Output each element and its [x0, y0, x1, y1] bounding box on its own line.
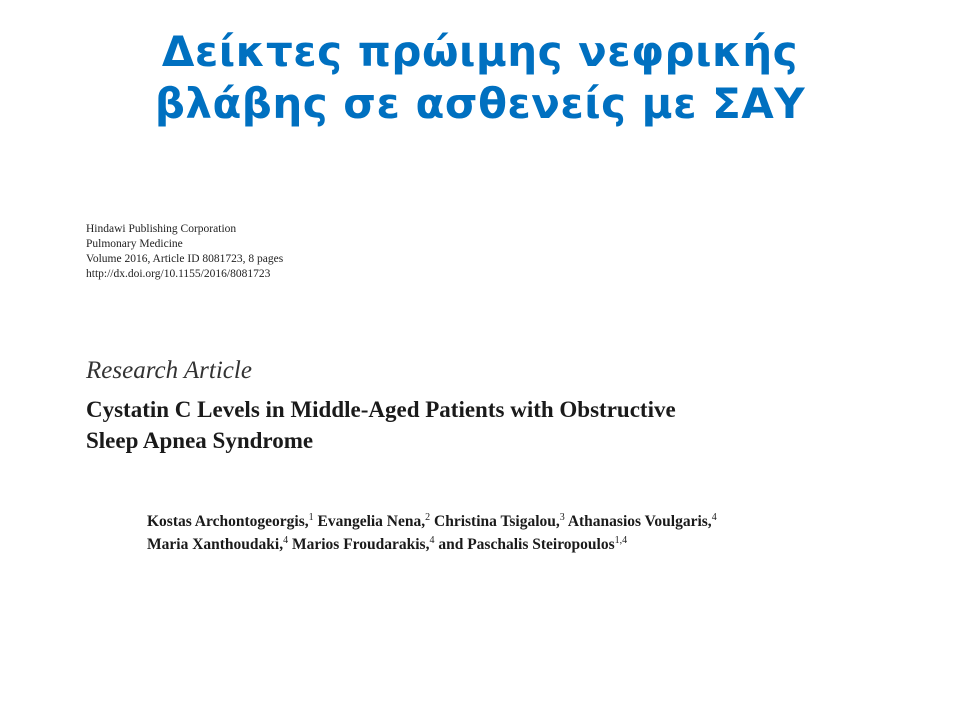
author-line-1 [147, 510, 917, 533]
author-name: Maria Xanthoudaki, [147, 536, 284, 553]
article-title-line-1: Cystatin C Levels in Middle-Aged Patients with Obstructive [86, 397, 676, 422]
author-affiliation: 1 [308, 511, 314, 523]
author-line-2 [147, 533, 917, 556]
author-affiliation: 3 [559, 511, 565, 523]
author-affiliation: 4 [429, 534, 435, 546]
author-name: Kostas Archontogeorgis, [147, 513, 309, 530]
doi-link: http://dx.doi.org/10.1155/2016/8081723 [86, 268, 271, 280]
article-title-line-2: Sleep Apnea Syndrome [86, 428, 314, 453]
publisher: Hindawi Publishing Corporation [86, 223, 237, 235]
article-title [86, 394, 886, 456]
volume-info: Volume 2016, Article ID 8081723, 8 pages [86, 253, 284, 265]
slide-title [60, 26, 900, 130]
article-type: Research Article [86, 357, 252, 384]
author-list [147, 510, 917, 556]
publication-info [86, 222, 283, 282]
author-name: Evangelia Nena, [317, 513, 426, 530]
slide-title-line-1: Δείκτες πρώιμης νεφρικής [161, 27, 799, 76]
journal-name: Pulmonary Medicine [86, 238, 183, 250]
slide-title-line-2: βλάβης σε ασθενείς με ΣΑΥ [154, 79, 806, 128]
author-name: and Paschalis Steiropoulos [438, 536, 615, 553]
author-name: Marios Froudarakis, [291, 536, 430, 553]
author-name: Christina Tsigalou, [434, 513, 560, 530]
author-affiliation: 2 [425, 511, 431, 523]
author-name: Athanasios Voulgaris, [567, 513, 712, 530]
author-affiliation: 1,4 [614, 534, 628, 546]
author-affiliation: 4 [711, 511, 717, 523]
author-affiliation: 4 [283, 534, 289, 546]
